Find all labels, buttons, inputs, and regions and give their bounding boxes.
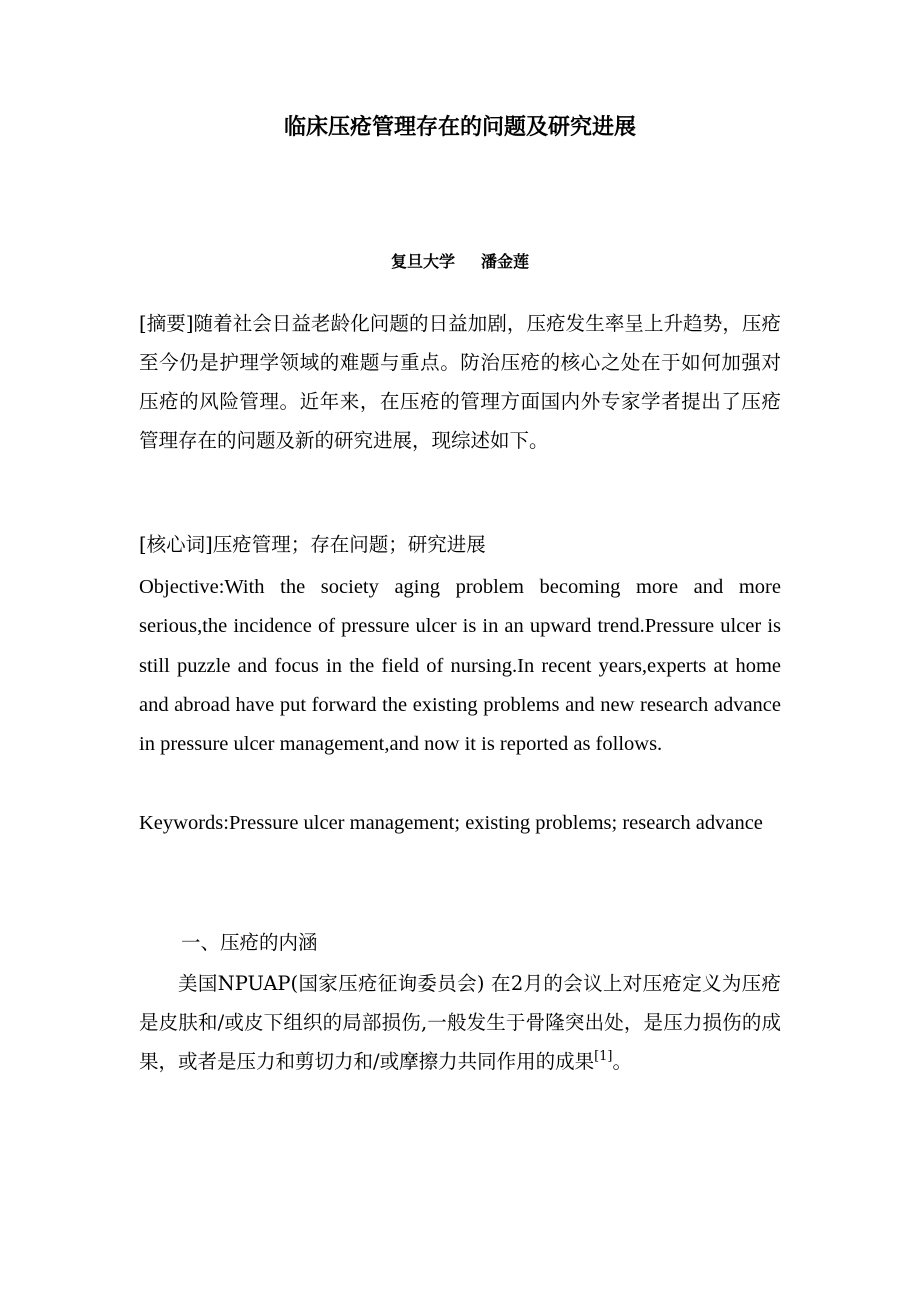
author-name: 潘金莲 [481, 252, 530, 271]
abstract-en: Objective:With the society aging problem becoming more and more serious,the incidence of pressure ulcer is in an upward trend.Pressure ulcer is still puzzle and focus in the field of nursing.In recent years,experts at home and abroad have put forward the existing problems and new research advance in pressure ulcer management,and now it is reported as follows. [139, 576, 781, 756]
paragraph-end-punct: 。 [612, 1050, 633, 1073]
author-line [0, 250, 920, 274]
keywords-zh: [核心词]压疮管理；存在问题；研究进展 [139, 533, 486, 556]
section-paragraph-text: 美国NPUAP(国家压疮征询委员会) 在2月的会议上对压疮定义为压疮是皮肤和/或皮下组织的局部损伤,一般发生于骨隆突出处，是压力损伤的成果，或者是压力和剪切力和/或摩擦力共同作用的成果 [139, 972, 781, 1073]
document-title: 临床压疮管理存在的问题及研究进展 [283, 115, 636, 140]
section-paragraph [139, 964, 781, 1081]
section-heading: 一、压疮的内涵 [181, 931, 318, 954]
author-affiliation: 复旦大学 [390, 252, 455, 271]
abstract-zh: [摘要]随着社会日益老龄化问题的日益加剧，压疮发生率呈上升趋势，压疮至今仍是护理学领域的难题与重点。防治压疮的核心之处在于如何加强对压疮的风险管理。近年来，在压疮的管理方面国内外专家学者提出了压疮管理存在的问题及新的研究进展，现综述如下。 [139, 312, 781, 452]
keywords-en: Keywords:Pressure ulcer management; existing problems; research advance [139, 812, 763, 834]
citation-ref[interactable]: [1] [594, 1049, 613, 1064]
